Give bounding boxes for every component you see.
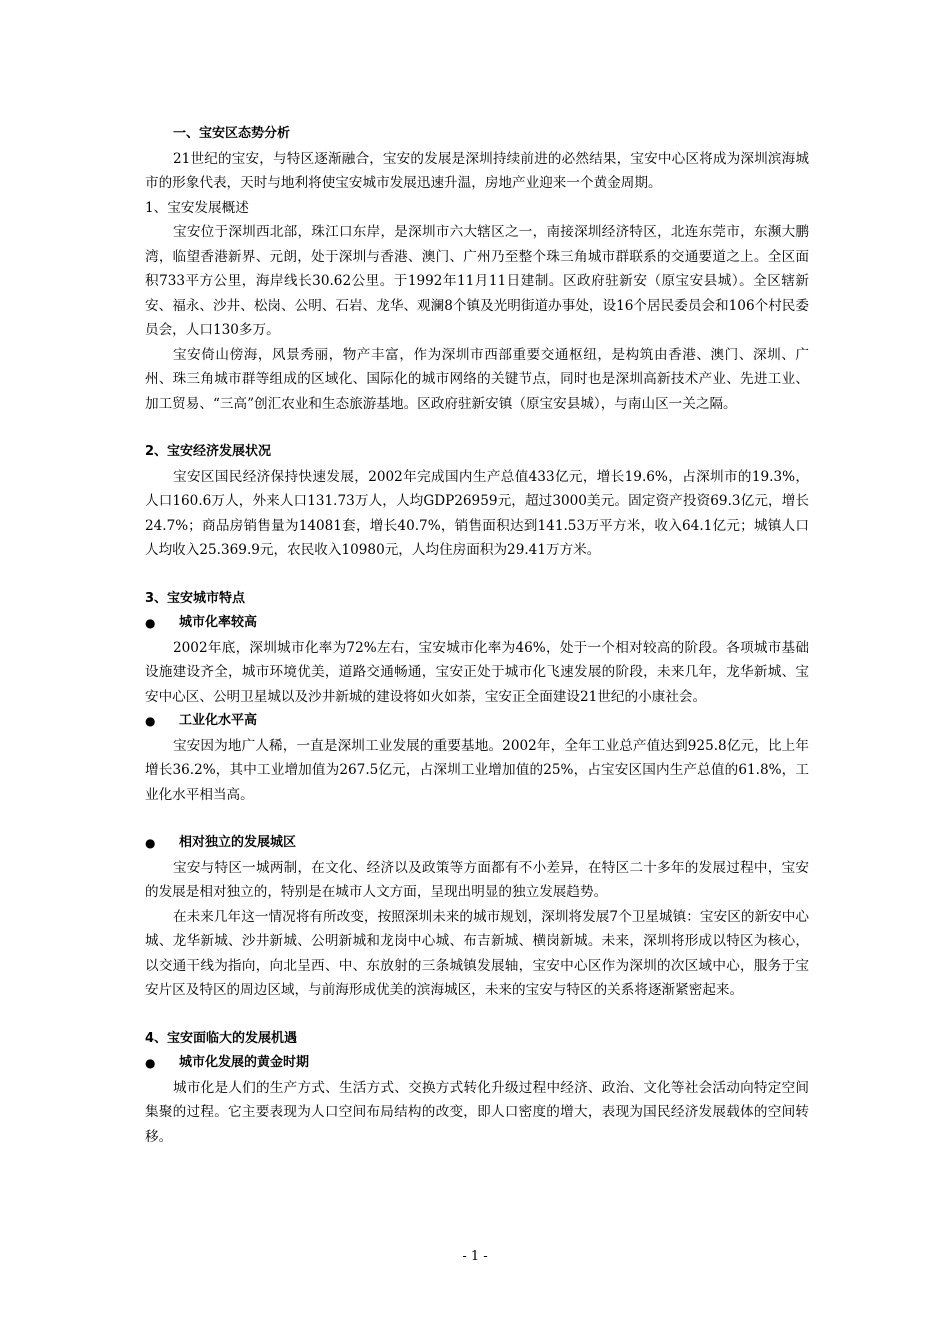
paragraph-intro: 21世纪的宝安，与特区逐渐融合，宝安的发展是深圳持续前进的必然结果，宝安中心区将成为深圳滨海城市的形象代表，天时与地利将使宝安城市发展迅速升温，房地产业迎来一个黄金周期。 xyxy=(145,150,809,191)
paragraph-urbanization: 2002年底，深圳城市化率为72%左右，宝安城市化率为46%，处于一个相对较高的阶段。各项城市基础设施建设齐全，城市环境优美，道路交通畅通，宝安正处于城市化飞速发展的阶段，未来几年，龙华新城、宝安中心区、公明卫星城以及沙井新城的建设将如火如荼，宝安正全面建设21世纪的小康社会。 xyxy=(145,639,809,705)
bullet-industrialization xyxy=(145,709,809,734)
bullet-title: 相对独立的发展城区 xyxy=(179,835,297,850)
section-heading-1: 一、宝安区态势分析 xyxy=(173,126,291,141)
paragraph-independent-1: 宝安与特区一城两制，在文化、经济以及政策等方面都有不小差异，在特区二十多年的发展过程中，宝安的发展是相对独立的，特别是在城市人文方面，呈现出明显的独立发展趋势。 xyxy=(145,859,809,900)
paragraph-golden-period: 城市化是人们的生产方式、生活方式、交换方式转化升级过程中经济、政治、文化等社会活动向特定空间集聚的过程。它主要表现为人口空间布局结构的改变，即人口密度的增大，表现为国民经济发展载体的空间转移。 xyxy=(145,1079,809,1145)
document-page xyxy=(145,122,809,1149)
bullet-dot-icon: ● xyxy=(145,714,156,728)
section-heading-3: 3、宝安城市特点 xyxy=(145,590,246,606)
paragraph-overview-2: 宝安倚山傍海，风景秀丽，物产丰富，作为深圳市西部重要交通枢纽，是构筑由香港、澳门、深圳、广州、珠三角城市群等组成的区域化、国际化的城市网络的关键节点，同时也是深圳高新技术产业、先进工业、加工贸易、“三高”创汇农业和生态旅游基地。区政府驻新安镇（原宝安县城），与南山区一关之隔。 xyxy=(145,346,809,412)
section-heading-2: 2、宝安经济发展状况 xyxy=(145,444,272,459)
subheading-overview: 1、宝安发展概述 xyxy=(145,199,249,216)
bullet-independent-district xyxy=(145,831,809,856)
page-number: - 1 - xyxy=(462,1249,488,1264)
paragraph-independent-2: 在未来几年这一情况将有所改变，按照深圳未来的城市规划，深圳将发展7个卫星城镇：宝安区的新安中心城、龙华新城、沙井新城、公明新城和龙岗中心城、布吉新城、横岗新城。未来，深圳将形成以特区为核心，以交通干线为指向，向北呈西、中、东放射的三条城镇发展轴，宝安中心区作为深圳的次区域中心，服务于宝安片区及特区的周边区域，与前海形成优美的滨海城区，未来的宝安与特区的关系将逐渐紧密起来。 xyxy=(145,908,809,998)
section-heading-4: 4、宝安面临大的发展机遇 xyxy=(145,1030,298,1046)
paragraph-economy: 宝安区国民经济保持快速发展，2002年完成国内生产总值433亿元，增长19.6%，占深圳市的19.3%，人口160.6万人，外来人口131.73万人，人均GDP26959元，超过3000美元。固定资产投资69.3亿元，增长24.7%；商品房销售量为14081套，增长40.7%，销售面积达到141.53万平方米，收入64.1亿元；城镇人口人均收入25.369.9元，农民收入10980元，人均住房面积为29.41万方米。 xyxy=(145,468,809,558)
bullet-urbanization xyxy=(145,611,809,636)
bullet-dot-icon: ● xyxy=(145,836,156,850)
bullet-dot-icon: ● xyxy=(145,616,156,630)
paragraph-overview-1: 宝安位于深圳西北部，珠江口东岸，是深圳市六大辖区之一，南接深圳经济特区，北连东莞市，东濒大鹏湾，临望香港新界、元朗，处于深圳与香港、澳门、广州乃至整个珠三角城市群联系的交通要道之上。全区面积733平方公里，海岸线长30.62公里。于1992年11月11日建制。区政府驻新安（原宝安县城）。全区辖新安、福永、沙井、松岗、公明、石岩、龙华、观澜8个镇及光明街道办事处，设16个居民委员会和106个村民委员会，人口130多万。 xyxy=(145,224,809,338)
paragraph-industrialization: 宝安因为地广人稀，一直是深圳工业发展的重要基地。2002年，全年工业总产值达到925.8亿元，比上年增长36.2%，其中工业增加值为267.5亿元，占深圳工业增加值的25%，占宝安区国内生产总值的61.8%，工业化水平相当高。 xyxy=(145,737,809,803)
bullet-golden-period xyxy=(145,1051,809,1076)
bullet-title: 城市化发展的黄金时期 xyxy=(179,1055,310,1070)
bullet-title: 城市化率较高 xyxy=(179,615,258,630)
bullet-title: 工业化水平高 xyxy=(179,713,258,728)
bullet-dot-icon: ● xyxy=(145,1056,156,1070)
